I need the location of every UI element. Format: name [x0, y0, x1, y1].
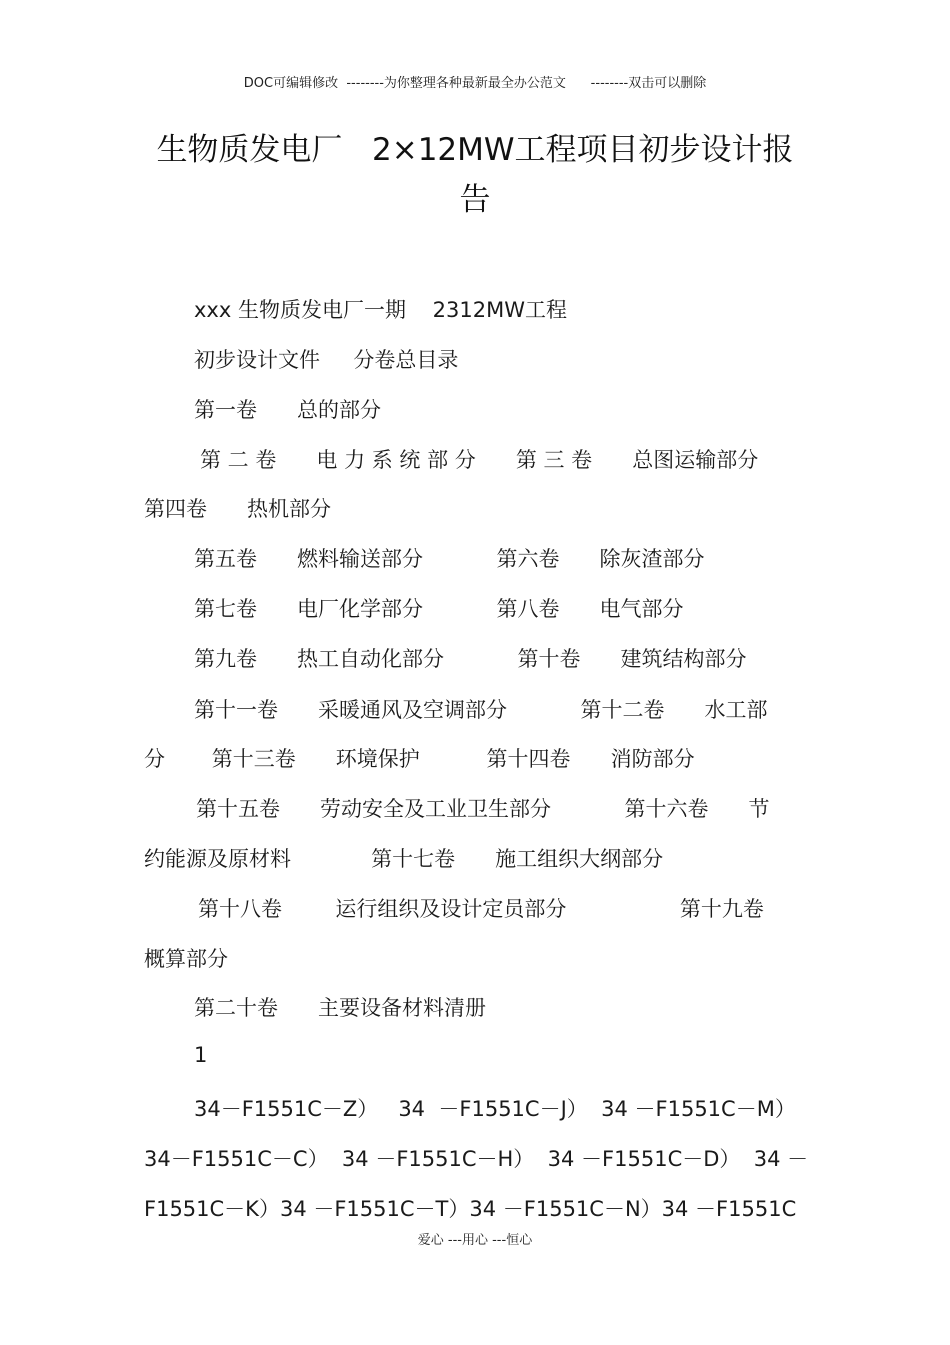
body-line: F1551C－K）34 －F1551C－T）34 －F1551C－N）34 －F1551C [144, 1197, 797, 1221]
page-header: DOC可编辑修改 --------为你整理各种最新最全办公范文 --------双击可以删除 [243, 76, 707, 91]
body-line: 概算部分 [144, 947, 228, 971]
title-line-2: 告 [459, 182, 491, 218]
body-line: 第 二 卷 电 力 系 统 部 分 第 三 卷 总图运输部分 [200, 448, 759, 472]
body-line: 第二十卷 主要设备材料清册 [194, 996, 487, 1020]
body-line: 第十一卷 采暖通风及空调部分 第十二卷 水工部 [194, 698, 768, 722]
body-line: 第七卷 电厂化学部分 第八卷 电气部分 [194, 597, 684, 621]
body-line: 分 第十三卷 环境保护 第十四卷 消防部分 [144, 747, 695, 771]
body-line: 1 [194, 1043, 208, 1067]
page-footer: 爱心 ---用心 ---恒心 [417, 1233, 533, 1248]
body-line: 34－F1551C－Z） 34 －F1551C－J） 34 －F1551C－M） [194, 1097, 796, 1121]
body-line: xxx 生物质发电厂一期 2312MW工程 [194, 298, 567, 322]
body-line: 34－F1551C－C） 34 －F1551C－H） 34 －F1551C－D） 34 － [144, 1147, 809, 1171]
title-line-1: 生物质发电厂 2×12MW工程项目初步设计报 [156, 132, 794, 168]
body-line: 第九卷 热工自动化部分 第十卷 建筑结构部分 [194, 647, 747, 671]
body-line: 初步设计文件 分卷总目录 [194, 348, 459, 372]
body-line: 第十五卷 劳动安全及工业卫生部分 第十六卷 节 [196, 797, 770, 821]
body-line: 第一卷 总的部分 [194, 398, 382, 422]
body-line: 第四卷 热机部分 [144, 497, 332, 521]
body-line: 第五卷 燃料输送部分 第六卷 除灰渣部分 [194, 547, 705, 571]
body-line: 约能源及原材料 第十七卷 施工组织大纲部分 [144, 847, 664, 871]
body-line: 第十八卷 运行组织及设计定员部分 第十九卷 [198, 897, 764, 921]
